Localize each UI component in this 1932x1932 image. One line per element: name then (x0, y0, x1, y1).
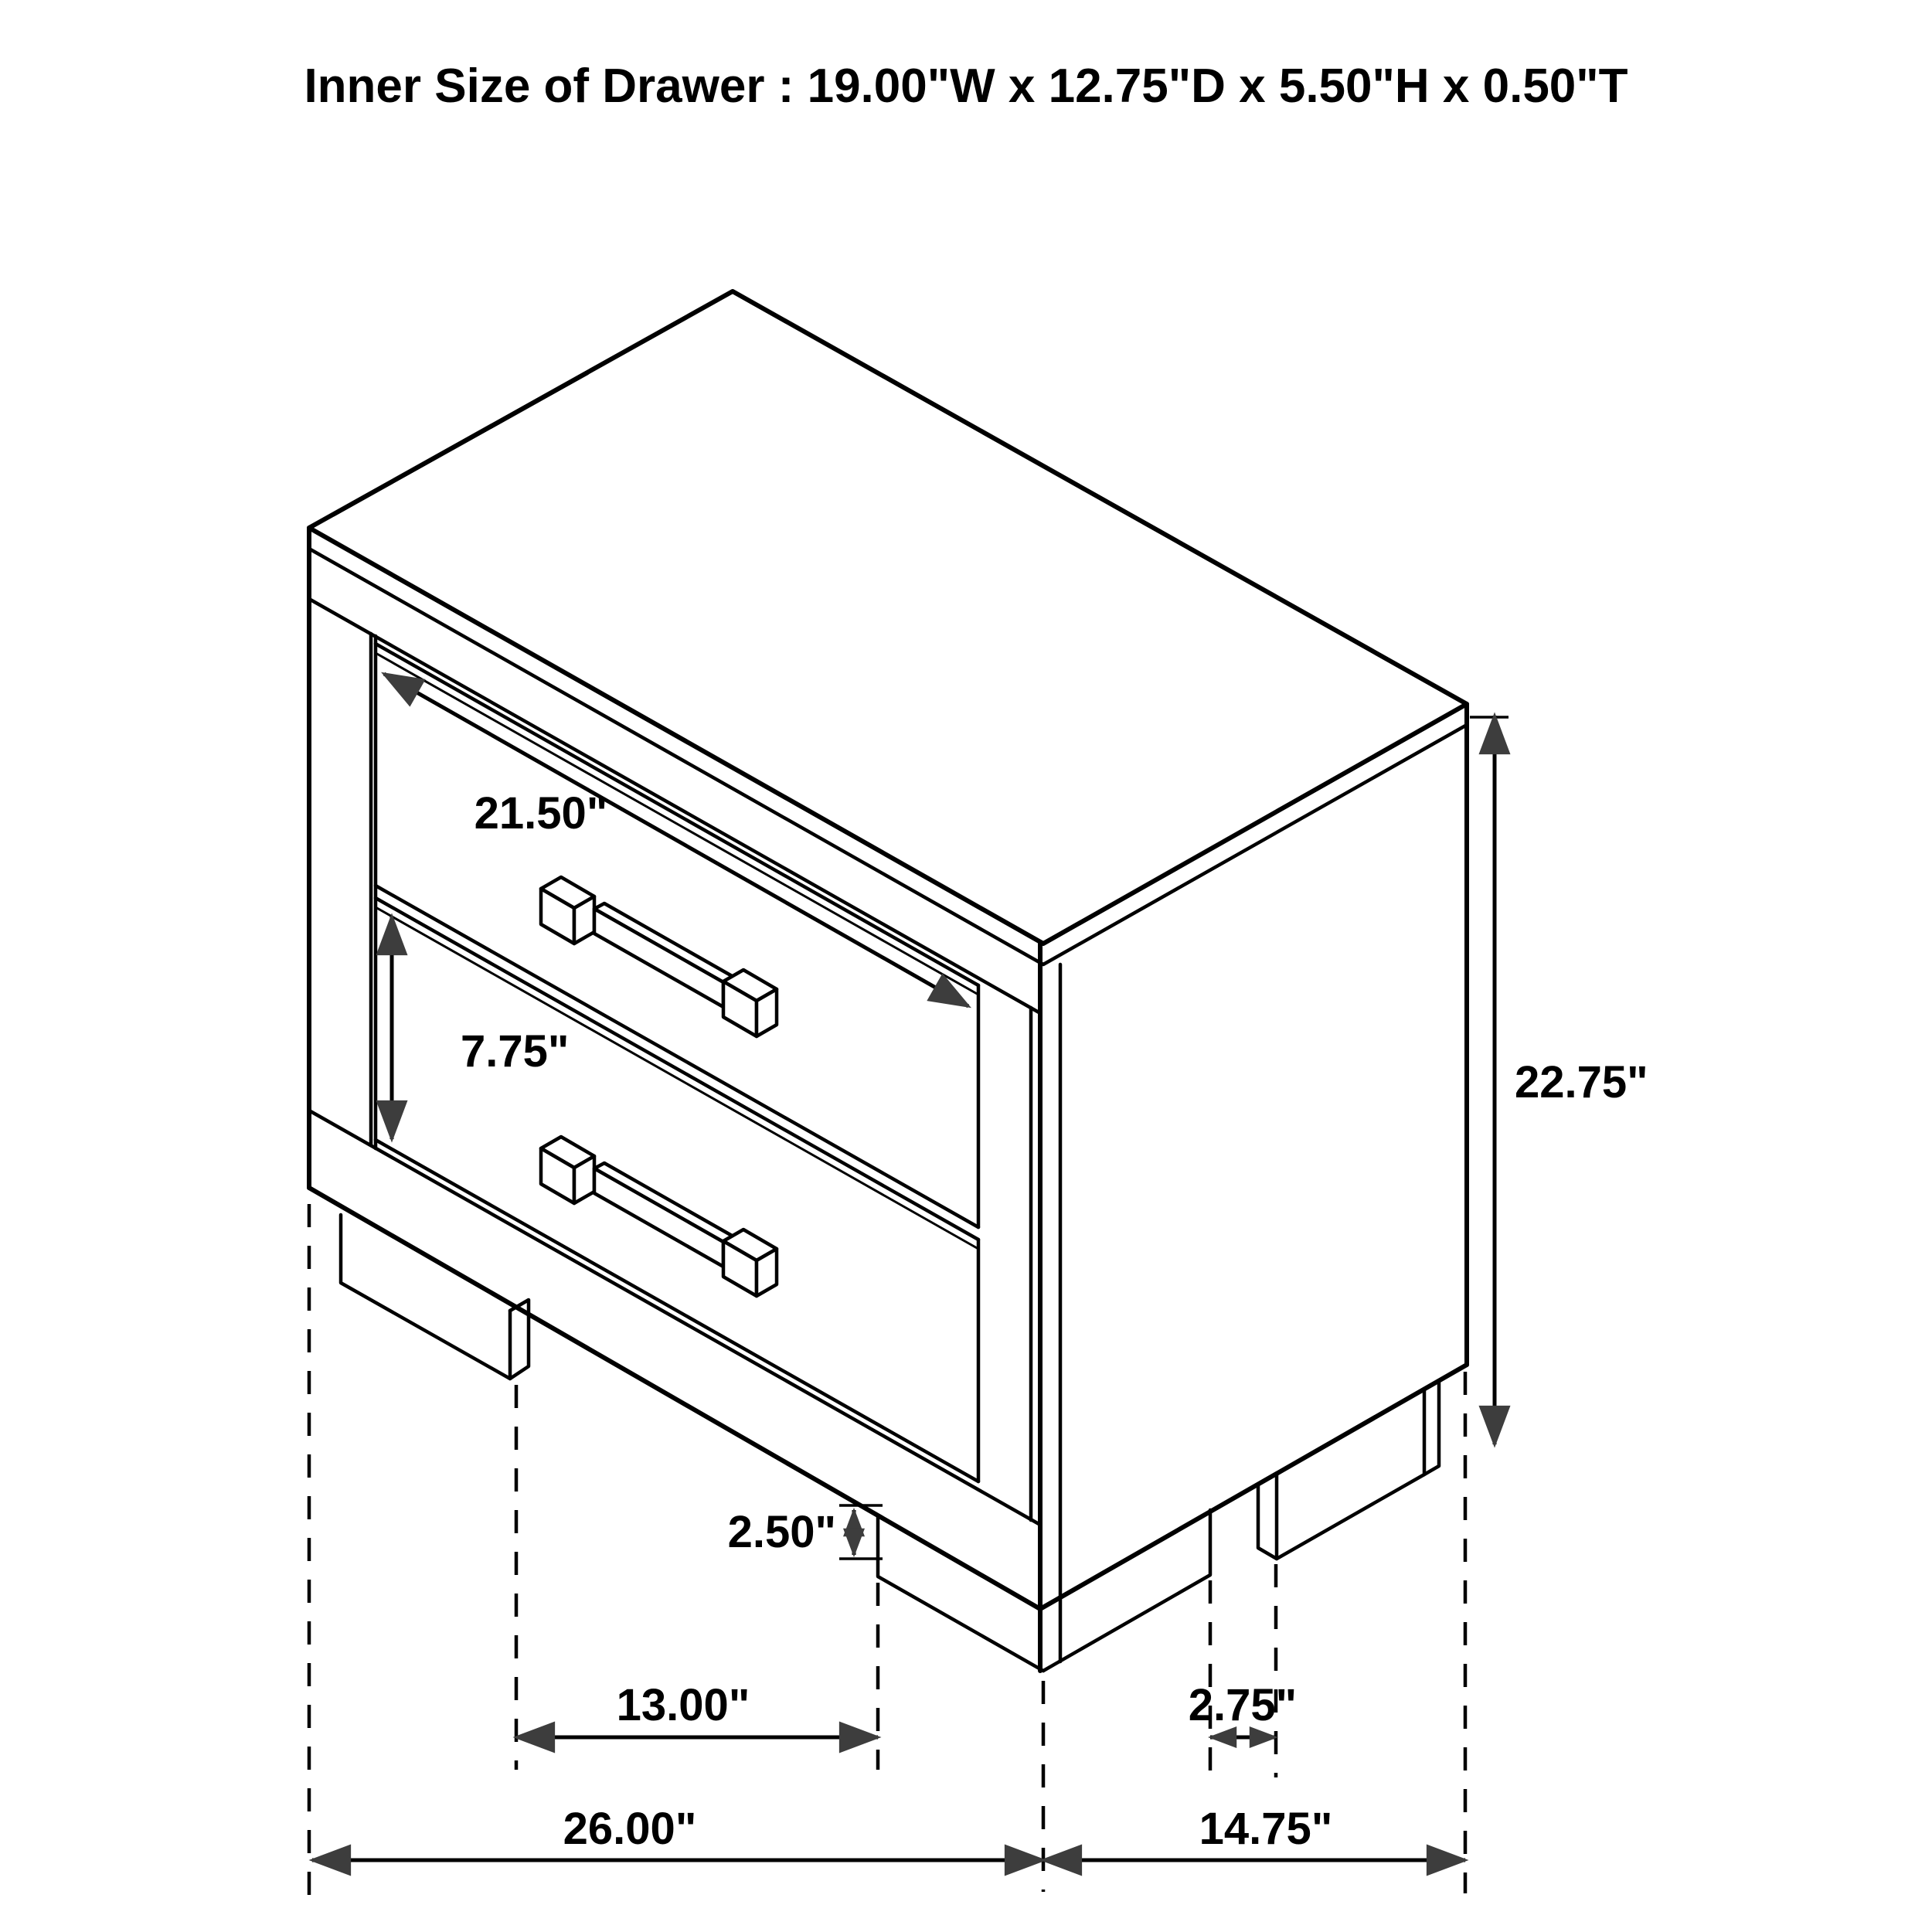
drawer-lower (376, 898, 978, 1481)
top-surface-outline (309, 291, 1467, 944)
dim-leg-height (728, 1505, 883, 1559)
dim-overall-width (312, 1804, 1043, 1860)
drawer-upper (376, 644, 978, 1227)
dimension-label: 7.75" (461, 1026, 570, 1077)
dimension-label: 22.75" (1515, 1057, 1648, 1107)
side-back-leg-face (1277, 1389, 1424, 1559)
dimension-label: 21.50" (474, 788, 608, 838)
dimension-label: 2.75" (1188, 1680, 1298, 1730)
dim-front-leg-spacing (516, 1680, 878, 1737)
lower-drawer-bottom-edge (376, 1140, 978, 1481)
dim-drawer-front-height (392, 917, 569, 1139)
side-back-leg-front-strip (1258, 1475, 1277, 1559)
top-surface-inner-edge (334, 373, 587, 515)
page-title: Inner Size of Drawer : 19.00"W x 12.75"D x 5.50"H x 0.50"T (304, 60, 1628, 113)
front-left-leg (341, 1215, 510, 1379)
upper-drawer-top-edge (376, 644, 978, 985)
bottom-rail-top-seam (309, 1111, 1040, 1525)
cabinet-side-panel (1040, 704, 1467, 1671)
top-panel-thickness-edge (309, 549, 1467, 964)
dim-side-leg-spacing (1189, 1680, 1297, 1737)
cabinet-top (309, 291, 1467, 964)
dim-overall-depth (1043, 1804, 1465, 1860)
dimension-label: 14.75" (1199, 1804, 1333, 1854)
lower-drawer-handle (541, 1137, 777, 1296)
base-legs (341, 1215, 1439, 1671)
dimension-label: 2.50" (727, 1507, 836, 1557)
side-back-leg-outer-edge (1424, 1381, 1439, 1475)
dim-overall-height (1470, 716, 1648, 1444)
dimension-label: 26.00" (563, 1804, 697, 1854)
front-middle-leg (878, 1516, 1043, 1671)
dimension-label: 13.00" (616, 1680, 750, 1730)
front-bottom-edge (309, 1188, 1040, 1609)
